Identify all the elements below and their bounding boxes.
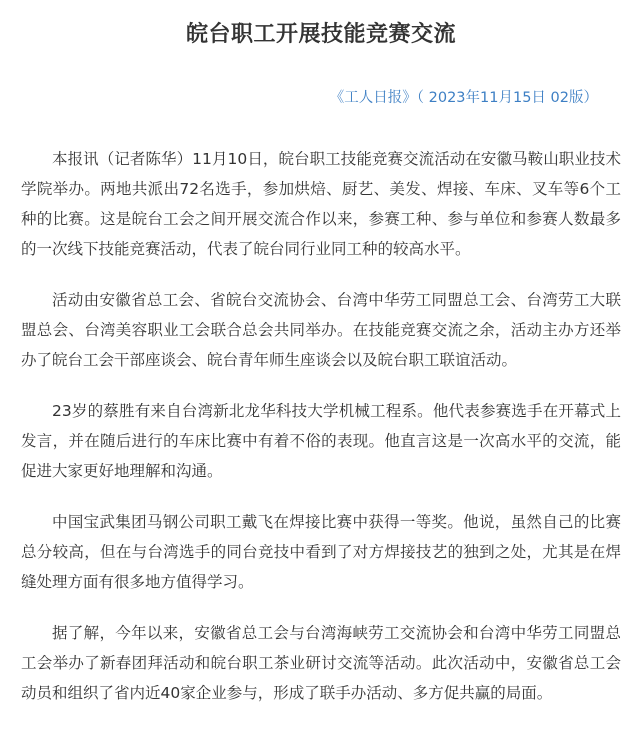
paragraph-4: 中国宝武集团马钢公司职工戴飞在焊接比赛中获得一等奖。他说，虽然自己的比赛总分较高，但在与台湾选手的同台竞技中看到了对方焊接技艺的独到之处，尤其是在焊缝处理方面有很多地方值得学习。 <box>21 513 621 591</box>
article-body <box>21 144 621 729</box>
source-date-issue: （ 2023年11月15日 02版） <box>416 90 598 106</box>
source-line <box>330 87 598 109</box>
paragraph-1: 本报讯（记者陈华）11月10日，皖台职工技能竞赛交流活动在安徽马鞍山职业技术学院举办。两地共派出72名选手，参加烘焙、厨艺、美发、焊接、车床、叉车等6个工种的比赛。这是皖台工会之间开展交流合作以来，参赛工种、参与单位和参赛人数最多的一次线下技能竞赛活动，代表了皖台同行业同工种的较高水平。 <box>21 150 621 258</box>
paragraph-5: 据了解，今年以来，安徽省总工会与台湾海峡劳工交流协会和台湾中华劳工同盟总工会举办了新春团拜活动和皖台职工茶业研讨交流等活动。此次活动中，安徽省总工会动员和组织了省内近40家企业参与，形成了联手办活动、多方促共赢的局面。 <box>21 624 621 702</box>
paragraph-3: 23岁的蔡胜有来自台湾新北龙华科技大学机械工程系。他代表参赛选手在开幕式上发言，并在随后进行的车床比赛中有着不俗的表现。他直言这是一次高水平的交流，能促进大家更好地理解和沟通。 <box>21 402 621 480</box>
paragraph-2: 活动由安徽省总工会、省皖台交流协会、台湾中华劳工同盟总工会、台湾劳工大联盟总会、台湾美容职业工会联合总会共同举办。在技能竞赛交流之余，活动主办方还举办了皖台工会干部座谈会、皖台青年师生座谈会以及皖台职工联谊活动。 <box>21 291 621 369</box>
article-title: 皖台职工开展技能竞赛交流 <box>185 22 456 47</box>
source-publication-link[interactable]: 《工人日报》 <box>329 90 417 106</box>
